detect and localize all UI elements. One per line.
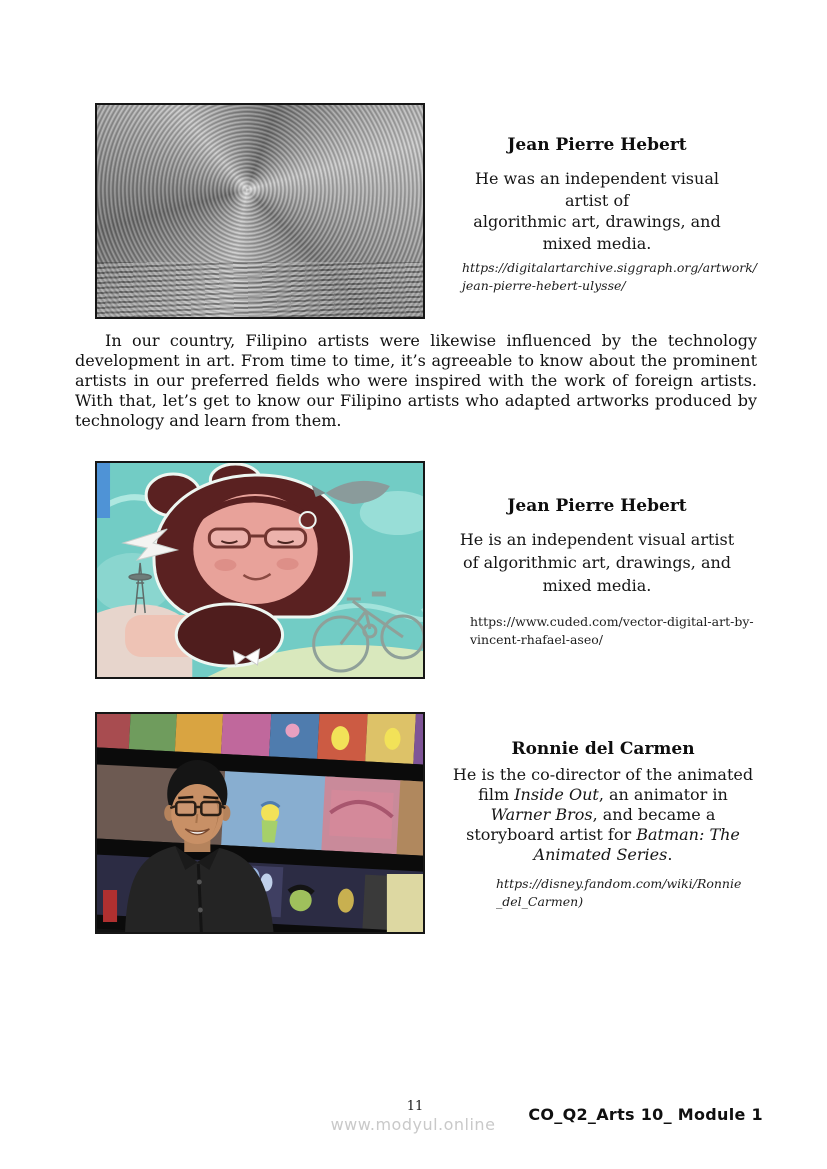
intro-paragraph: In our country, Filipino artists were likewise influenced by the technology development in art. From time to time, it’s agreeable to know about the prominent artists in our preferred fields who were inspired with the work of foreign artists. With that, let’s get to know our Filipino artists who adapted artworks produced by technology and learn from them.: [75, 331, 757, 430]
source-url: https://www.cuded.com/vector-digital-art-by- vincent-rhafael-aseo/: [470, 614, 754, 647]
photo-illustration: [97, 714, 423, 932]
artwork-image-ronnie-del-carmen: [95, 712, 425, 934]
source-url: https://digitalartarchive.siggraph.org/artwork/ jean-pierre-hebert-ulysse/: [462, 260, 758, 293]
artist-name-heading: Jean Pierre Hebert: [507, 496, 687, 516]
source-url: https://disney.fandom.com/wiki/Ronnie _del_Carmen): [496, 876, 742, 909]
module-label: CO_Q2_Arts 10_ Module 1: [528, 1105, 763, 1124]
artist-description: He is the co-director of the animated film Inside Out, an animator in Warner Bros, and became a storyboard artist for Batman: The Animated Series.: [452, 765, 754, 864]
page-number: 11: [406, 1099, 424, 1114]
vector-art-illustration: [97, 463, 423, 677]
artist-name-heading: Jean Pierre Hebert: [507, 135, 687, 155]
artist-description: He is an independent visual artist of algorithmic art, drawings, and mixed media.: [459, 530, 735, 595]
watermark-text: www.modyul.online: [330, 1115, 496, 1134]
artwork-image-vector-girl: [95, 461, 425, 679]
artist-description: He was an independent visual artist of algorithmic art, drawings, and mixed media.: [473, 169, 721, 253]
artist-name-heading: Ronnie del Carmen: [511, 739, 695, 759]
artwork-image-ulysse-spiral: [95, 103, 425, 319]
